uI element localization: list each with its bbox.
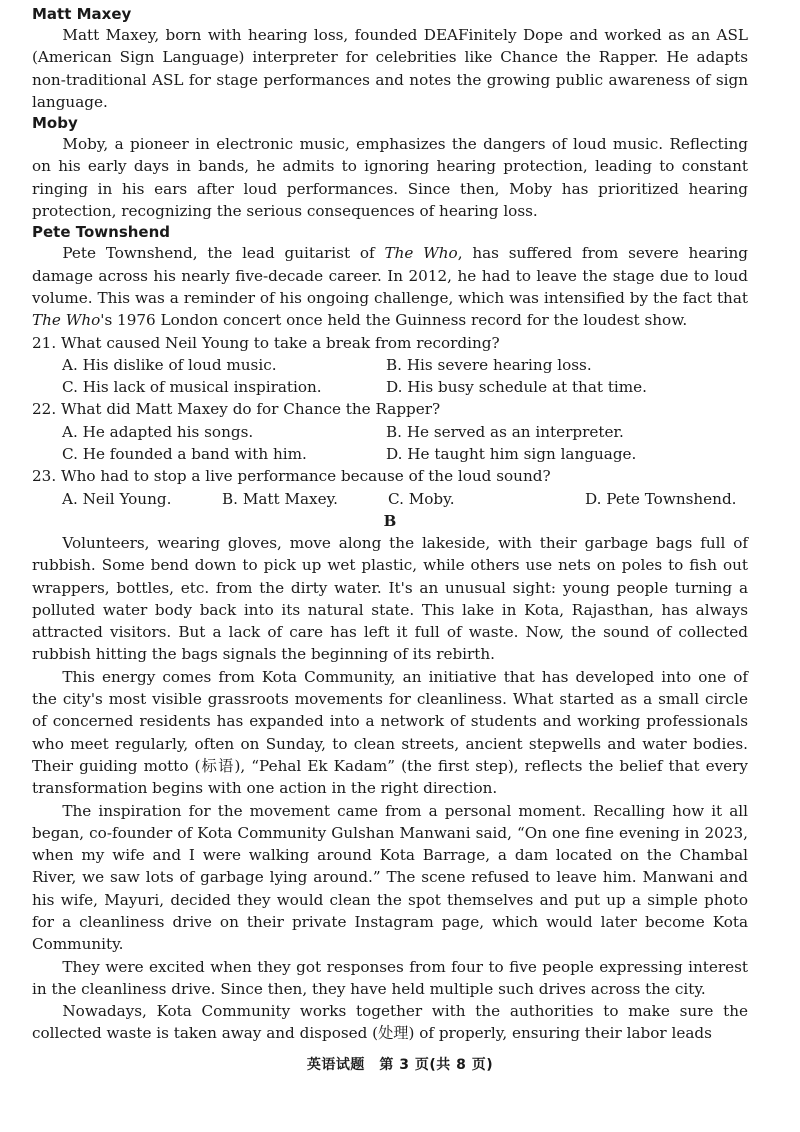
passage-paragraph: The inspiration for the movement came from a personal moment. Recalling how it all began, co-founder of Kota Community Gulshan Manwani said, “On one fine evening in 2023, when my wife and I were walking around Kota Barrage, a dam located on the Chambal River, we saw lots of garbage lying around.” The scene refused to leave him. Manwani and his wife, Mayuri, decided they would clean the spot themselves and put up a simple photo for a cleanliness drive on their private Instagram page, which would later become Kota Community.: [32, 801, 748, 954]
part-label: B: [383, 511, 397, 530]
passage-paragraph: This energy comes from Kota Community, an initiative that has developed into one of the city's most visible grassroots movements for cleanliness. What started as a small circle of concerned residents has expanded into a network of students and working professionals who meet regularly, often on Sunday, to clean streets, ancient stepwells and water bodies. Their guiding motto (标语), “Pehal Ek Kadam” (the first step), reflects the belief that every transformation begins with one action in the right direction.: [32, 667, 748, 798]
paragraph-text: , has suffered from severe hearing damage across his nearly five-decade career. In 2012, he had to leave the stage due to loud volume. This was a reminder of his ongoing challenge, which was intensified by the fact that: [32, 244, 748, 307]
option-b: B. His severe hearing loss.: [386, 355, 592, 374]
paragraph-text: 's 1976 London concert once held the Guinness record for the loudest show.: [100, 311, 688, 330]
paragraph-moby: Moby, a pioneer in electronic music, emphasizes the dangers of loud music. Reflecting on his early days in bands, he admits to ignoring hearing protection, leading to constant ringing in his ears after loud performances. Since then, Moby has prioritized hearing protection, recognizing the serious consequences of hearing loss.: [32, 135, 748, 221]
option-c: C. He founded a band with him.: [62, 445, 307, 464]
option-a: A. He adapted his songs.: [62, 422, 254, 441]
person-heading-moby: Moby: [32, 114, 78, 133]
person-heading-pete-townshend: Pete Townshend: [32, 223, 171, 242]
question-23-options: [32, 488, 748, 510]
passage-paragraph: Nowadays, Kota Community works together with the authorities to make sure the collected waste is taken away and disposed (处理) of properly, ensuring their labor leads: [32, 1002, 748, 1043]
paragraph-matt-maxey: Matt Maxey, born with hearing loss, founded DEAFinitely Dope and worked as an ASL (American Sign Language) interpreter for celebrities like Chance the Rapper. He adapts non-traditional ASL for stage performances and notes the growing public awareness of sign language.: [32, 26, 748, 111]
question-23-stem: 23. Who had to stop a live performance because of the loud sound?: [32, 467, 551, 486]
question-list: [32, 332, 748, 510]
section-b: [32, 510, 748, 1045]
section-a: [32, 4, 748, 332]
option-d: D. He taught him sign language.: [386, 445, 637, 464]
page-footer: 英语试题 第 3 页(共 8 页): [306, 1057, 494, 1073]
option-d: D. Pete Townshend.: [585, 489, 737, 508]
question-21-options: [32, 354, 748, 399]
option-c: C. Moby.: [388, 489, 455, 508]
paragraph-text: Pete Townshend, the lead guitarist of: [62, 244, 385, 263]
person-heading-matt-maxey: Matt Maxey: [32, 5, 132, 23]
passage-paragraph: Volunteers, wearing gloves, move along the lakeside, with their garbage bags full of rubbish. Some bend down to pick up wet plastic, while others use nets on poles to fish out wrappers, bottles, etc. from the dirty water. It's an unusual sight: young people turning a polluted water body back into its natural state. This lake in Kota, Rajasthan, has always attracted visitors. But a lack of care has left it full of waste. Now, the sound of collected rubbish hitting the bags signals the beginning of its rebirth.: [32, 533, 748, 664]
option-c: C. His lack of musical inspiration.: [62, 378, 322, 397]
paragraph-pete-townshend: [32, 242, 748, 331]
question-21-stem: 21. What caused Neil Young to take a break from recording?: [32, 333, 500, 352]
option-a: A. His dislike of loud music.: [62, 355, 277, 374]
question-22-stem: 22. What did Matt Maxey do for Chance the Rapper?: [32, 400, 441, 419]
band-name: The Who: [384, 244, 458, 263]
option-b: B. He served as an interpreter.: [386, 422, 624, 441]
option-a: A. Neil Young.: [62, 489, 172, 508]
option-d: D. His busy schedule at that time.: [386, 378, 647, 397]
band-name: The Who: [32, 311, 101, 330]
passage-paragraph: They were excited when they got responses from four to five people expressing interest in the cleanliness drive. Since then, they have held multiple such drives across the city.: [32, 957, 748, 998]
option-b: B. Matt Maxey.: [222, 489, 339, 508]
question-22-options: [32, 421, 748, 466]
